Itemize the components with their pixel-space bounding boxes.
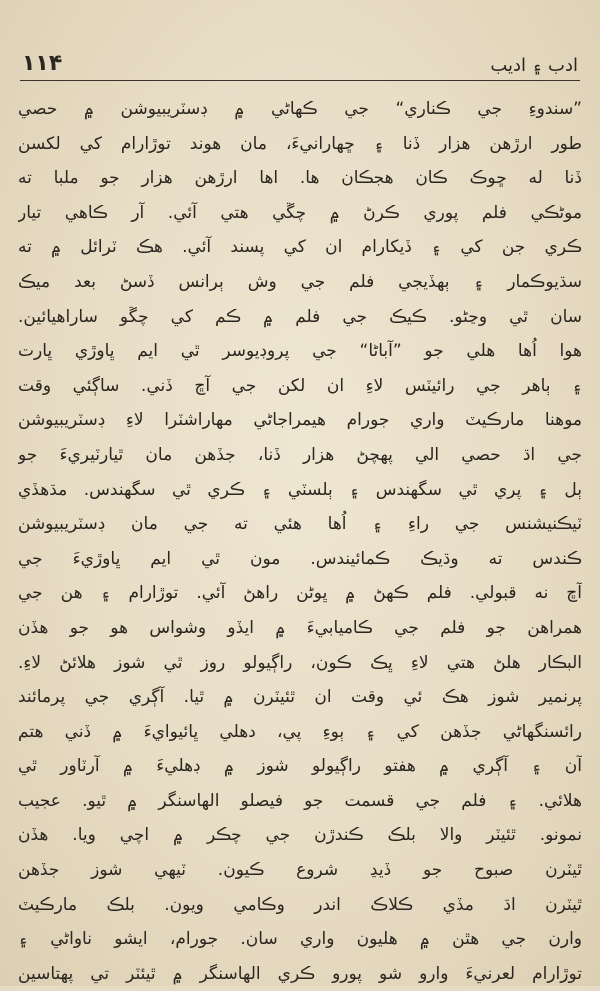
text-line: توڙارام لعرنيءَ وارو شو پورو ڪري الهاسنگر ۾ ٿيئٽر تي پهتاسين bbox=[18, 963, 582, 984]
text-line: ٿيٽرن اڌ مڏي ڪلاڪ اندر وڪامي ويون. بلڪ مارڪيٽ bbox=[18, 894, 582, 915]
text-line: ڪري جن کي ۽ ڏيکارام ان کي پسند آئي. هڪ ٽرائل ۾ ته bbox=[18, 237, 582, 258]
page-header bbox=[22, 40, 578, 76]
text-line: ڪندس ته وڌيڪ ڪمائيندس. مون ٿي ايم ڀاوڙيءَ جي bbox=[18, 548, 582, 569]
text-line: ۽ ٻاهر جي رائيٽس لاءِ ان لکن جي آڇ ڏني. ساڳئي وقت bbox=[18, 375, 582, 396]
running-title: ادب ۽ اديب bbox=[490, 55, 578, 76]
text-line: هوا اُها هلي جو ”آباڻا“ جي پروڊيوسر ٿي ايم ڀاوڙي ڀارت bbox=[18, 341, 582, 362]
text-line: آڇ نه قبولي. فلم ڪهڻ ۾ ڀوڻن راهڻ آئي. توڙارام ۽ هن جي bbox=[18, 583, 582, 604]
text-line: ”سندوءِ جي ڪناري“ جي ڪهاڻي ۾ ڊسٽريبيوشن ۾ حصي bbox=[18, 99, 582, 119]
header-rule bbox=[20, 80, 580, 81]
text-line: وارن جي هٿن ۾ هليون واري سان. جورام، ايشو ناواڻي ۽ bbox=[18, 929, 582, 950]
text-line: موهنا مارڪيٽ واري جورام هيمراجاڻي مهاراشٽرا لاءِ ڊسٽريبيوشن bbox=[18, 410, 582, 431]
text-line: نمونو. ٿئيٽر والا بلڪ ڪندڙن جي چڪر ۾ اچي ويا. هڏن bbox=[18, 825, 582, 846]
text-line: ٻل ۽ پري ٿي سگهندس ۽ ٻلسٽي ۽ ڪري ٿي سگهندس. مڌهڏي bbox=[18, 479, 582, 500]
text-line: ٿيٽرن صبوح جو ڏيڍ شروع ڪيون. ٽيهي شوز جڏهن bbox=[18, 860, 582, 881]
text-line: آن ۽ آڳري ۾ هفتو راڳيولو شوز ۾ ڊهليءَ ۾ آرٽاور ٿي bbox=[18, 756, 582, 777]
text-line: البڪار هلڻ هتي لاءِ ڀڪ ڪون، راڳيولو روز ٿي شوز هلائڻ لاءِ. bbox=[18, 652, 582, 673]
page-number: ۱۱۴ bbox=[22, 51, 63, 76]
text-line: ٽيڪنيشنس جي راءِ ۽ اُها هئي ته جي مان ڊسٽريبيوشن bbox=[18, 514, 582, 535]
text-line: پرنمير شوز هڪ ئي وقت ان ٿئيٽرن ۾ ٿيا. آڳري جي پرمائند bbox=[18, 687, 582, 708]
text-line: سڌيوڪمار ۽ ٻهڏيجي فلم جي وش ٻرانس ڏسڻ بعد ميڪ bbox=[18, 271, 582, 292]
text-line: ڏنا له ڇوڪ ڪان هجڪان ها. اها ارڙهن هزار جو ملبا ته bbox=[18, 168, 582, 189]
text-line: موڻڪي فلم پوري ڪرڻ ۾ چڱي هتي آئي. آر ڪاهي تيار bbox=[18, 202, 582, 223]
text-line: جي اڌ حصي الي پهچڻ هزار ڏنا، جڏهن مان ٿيارٽيريءَ جو bbox=[18, 444, 582, 465]
text-line: رائسنگهاڻي جڏهن کي ۽ ٻوءِ پي، دهلي ڀائيوايءَ ۾ ڏني هتم bbox=[18, 721, 582, 742]
text-line: سان ٿي وڃڻو. ڪيڪ جي فلم ۾ ڪم کي چڱو ساراهيائين. bbox=[18, 306, 582, 327]
text-line: همراهن جو فلم جي ڪاميابيءَ ۾ ايڏو وشواس هو جو هڏن bbox=[18, 617, 582, 638]
text-line: طور ارڙهن هزار ڏنا ۽ ڇهارانيءَ، مان هوند توڙارام کي لکسن bbox=[18, 133, 582, 154]
body-text bbox=[18, 92, 582, 991]
text-line: هلائي. ۽ فلم جي قسمت جو فيصلو الهاسنگر ۾ ٿيو. عجيب bbox=[18, 790, 582, 811]
